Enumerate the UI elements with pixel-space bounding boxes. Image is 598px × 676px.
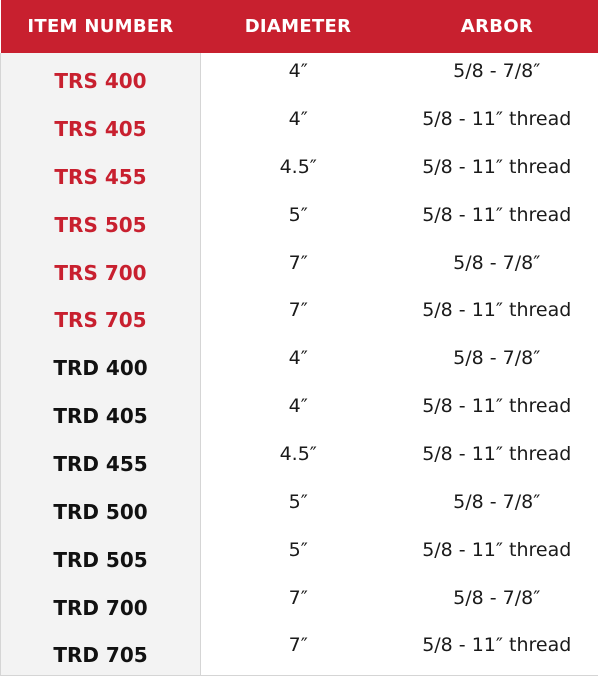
table-body [1, 53, 598, 676]
arbor-cell: 5/8 - 11″ thread [396, 292, 598, 340]
table-row [1, 580, 598, 628]
arbor-cell: 5/8 - 7/8″ [396, 53, 598, 101]
diameter-cell: 5″ [288, 490, 308, 513]
header-diameter: DIAMETER [244, 16, 352, 37]
table-row [1, 149, 598, 197]
diameter-cell: 7″ [288, 299, 308, 322]
item-number-cell: TRD 455 [1, 436, 201, 484]
table-header [1, 0, 598, 53]
arbor-cell: 5/8 - 7/8″ [396, 340, 598, 388]
item-number-cell: TRS 505 [1, 197, 201, 245]
table-row [1, 436, 598, 484]
diameter-cell: 7″ [288, 251, 308, 274]
arbor-cell: 5/8 - 7/8″ [396, 245, 598, 293]
arbor-cell: 5/8 - 11″ thread [396, 532, 598, 580]
diameter-cell: 4.5″ [279, 155, 317, 178]
header-arbor: ARBOR [460, 16, 534, 37]
diameter-cell: 7″ [201, 628, 396, 676]
item-number-cell: TRD 400 [1, 340, 201, 388]
item-number-cell: TRD 700 [1, 580, 201, 628]
table-row [1, 340, 598, 388]
arbor-cell: 5/8 - 7/8″ [396, 484, 598, 532]
arbor-cell: 5/8 - 11″ thread [396, 149, 598, 197]
diameter-cell: 4.5″ [279, 443, 317, 466]
arbor-cell: 5/8 - 11″ thread [396, 388, 598, 436]
diameter-cell: 5″ [288, 203, 308, 226]
table-row [1, 484, 598, 532]
item-number-cell: TRS 405 [1, 101, 201, 149]
diameter-cell: 4″ [288, 59, 308, 82]
arbor-cell: 5/8 - 11″ thread [396, 101, 598, 149]
table-row [1, 532, 598, 580]
item-number-cell: TRS 400 [1, 53, 201, 101]
table-row [1, 197, 598, 245]
table-row [1, 101, 598, 149]
item-number-cell: TRD 405 [1, 388, 201, 436]
header-item-number: ITEM NUMBER [27, 16, 174, 37]
diameter-cell: 5″ [288, 538, 308, 561]
header-row [1, 0, 598, 53]
arbor-cell: 5/8 - 11″ thread [396, 628, 598, 676]
table-row [1, 388, 598, 436]
diameter-cell: 7″ [288, 586, 308, 609]
arbor-cell: 5/8 - 11″ thread [396, 436, 598, 484]
arbor-cell: 5/8 - 7/8″ [396, 580, 598, 628]
table-row [1, 245, 598, 293]
table-row [1, 628, 598, 676]
table-row [1, 53, 598, 101]
item-number-cell: TRS 700 [1, 245, 201, 293]
item-number-cell: TRS 455 [1, 149, 201, 197]
diameter-cell: 4″ [288, 347, 308, 370]
table-row [1, 292, 598, 340]
item-number-cell: TRD 505 [1, 532, 201, 580]
item-number-cell: TRS 705 [1, 292, 201, 340]
diameter-cell: 4″ [288, 395, 308, 418]
diameter-cell: 4″ [288, 107, 308, 130]
item-number-cell: TRD 705 [1, 628, 201, 676]
item-number-cell: TRD 500 [1, 484, 201, 532]
arbor-cell: 5/8 - 11″ thread [396, 197, 598, 245]
